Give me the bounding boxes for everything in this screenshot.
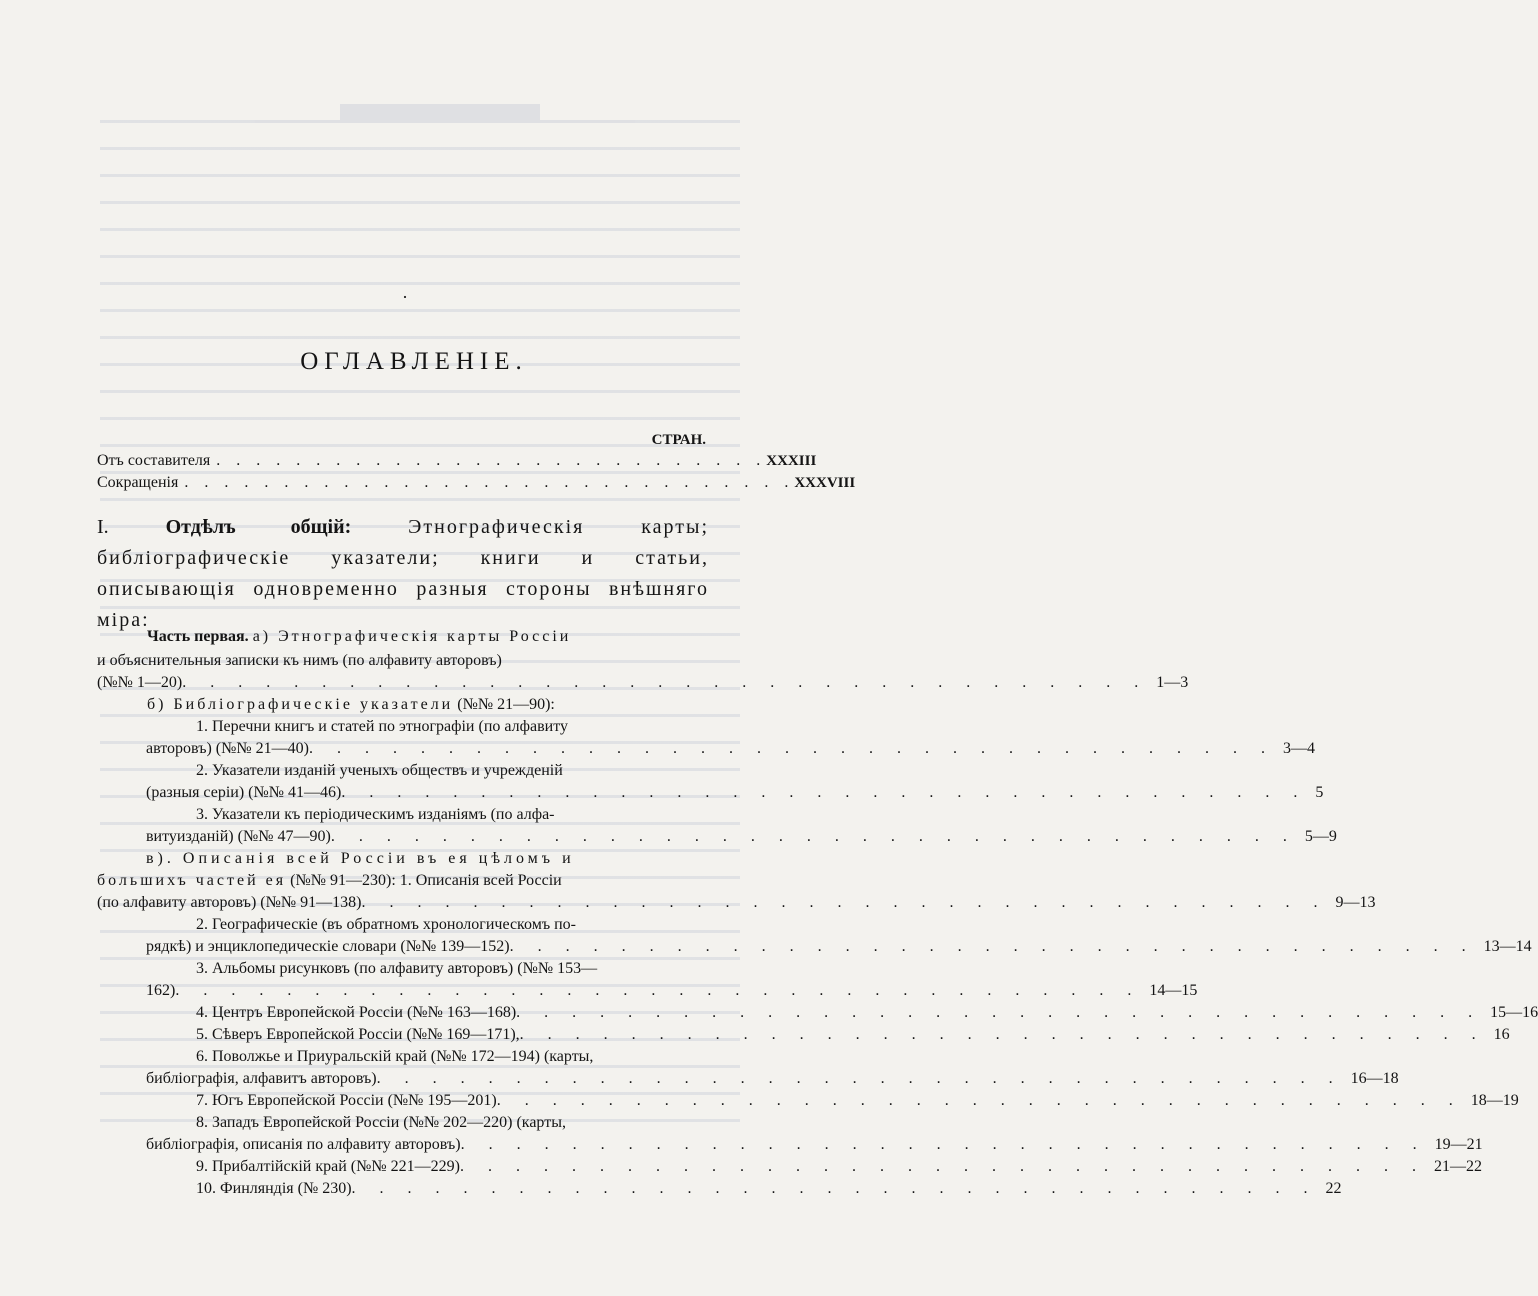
toc-entry: 9. Прибалтійскій край (№№ 221—229) . . . . . . . . . . . . . . . . . . . . . . . . . . . . . . . . . . . 21—22 <box>196 1158 1482 1175</box>
page-title: ОГЛАВЛЕНІЕ. <box>300 348 528 375</box>
toc-leader: . . . . . . . . . . . . . . . . . . . . . . . . . . . . <box>216 452 767 469</box>
part-label: Часть первая. <box>147 628 249 645</box>
toc-entry: (разныя серіи) (№№ 41—46) . . . . . . . . . . . . . . . . . . . . . . . . . . . . . . . . . . . 5 <box>146 784 1324 801</box>
toc-line: 2. Географическіе (въ обратномъ хронологическомъ по- <box>196 916 576 933</box>
section-description: Этнографическія карты; библіографическіе указатели; книги и статьи, описывающія одновременно разныя стороны внѣшняго міра: <box>97 516 710 631</box>
toc-entry-title: Отъ составителя <box>97 452 211 469</box>
toc-line: б) Библіографическіе указатели (№№ 21—90): <box>147 696 555 713</box>
toc-line: 3. Указатели къ періодическимъ изданіямъ (по алфа- <box>196 806 555 823</box>
bleed-through-header <box>340 104 540 122</box>
toc-entry: библіографія, описанія по алфавиту авторовъ) . . . . . . . . . . . . . . . . . . . . . . . . . . . . . . . . . . . 19—21 <box>146 1136 1483 1153</box>
toc-line: 1. Перечни книгъ и статей по этнографіи (по алфавиту <box>196 718 568 735</box>
pages-column-header: СТРАН. <box>651 432 706 448</box>
ornament-dot: · <box>402 287 408 307</box>
toc-entry: 5. Сѣверъ Европейской Россіи (№№ 169—171), . . . . . . . . . . . . . . . . . . . . . . . . . . . . . . . . . . . 16 <box>196 1026 1510 1043</box>
toc-entry: 7. Югъ Европейской Россіи (№№ 195—201) . . . . . . . . . . . . . . . . . . . . . . . . . . . . . . . . . . . 18—19 <box>196 1092 1519 1109</box>
toc-page-number: XXXIII <box>766 453 817 469</box>
toc-line: 8. Западъ Европейской Россіи (№№ 202—220) (карты, <box>196 1114 566 1131</box>
toc-entry: 10. Финляндія (№ 230) . . . . . . . . . . . . . . . . . . . . . . . . . . . . . . . . . . . 22 <box>196 1180 1342 1197</box>
toc-entry: витуизданій) (№№ 47—90) . . . . . . . . . . . . . . . . . . . . . . . . . . . . . . . . . . . 5—9 <box>146 828 1337 845</box>
toc-entry: библіографія, алфавитъ авторовъ) . . . . . . . . . . . . . . . . . . . . . . . . . . . . . . . . . . . 16—18 <box>146 1070 1399 1087</box>
toc-entry-title: Сокращенія <box>97 474 179 491</box>
toc-entry-maps: (№№ 1—20) . . . . . . . . . . . . . . . . . . . . . . . . . . . . . . . . . . . 1—3 <box>97 674 1189 691</box>
toc-entry: авторовъ) (№№ 21—40) . . . . . . . . . . . . . . . . . . . . . . . . . . . . . . . . . . . 3—4 <box>146 740 1315 757</box>
toc-entry: 4. Центръ Европейской Россіи (№№ 163—168) . . . . . . . . . . . . . . . . . . . . . . . . . . . . . . . . . . . 15—16 <box>196 1004 1538 1021</box>
toc-line: Часть первая. а) Этнографическія карты Россіи <box>147 628 572 645</box>
toc-line: 2. Указатели изданій ученыхъ обществъ и учрежденій <box>196 762 563 779</box>
toc-line: 6. Поволжье и Приуральскій край (№№ 172—194) (карты, <box>196 1048 594 1065</box>
toc-entry-preface <box>97 452 817 470</box>
toc-line: в). Описанія всей Россіи въ ея цѣломъ и <box>146 850 575 867</box>
toc-line: 3. Альбомы рисунковъ (по алфавиту авторовъ) (№№ 153— <box>196 960 598 977</box>
toc-entry-abbreviations <box>97 474 856 492</box>
toc-entry: 162) . . . . . . . . . . . . . . . . . . . . . . . . . . . . . . . . . . . 14—15 <box>146 982 1198 999</box>
toc-leader: . . . . . . . . . . . . . . . . . . . . . . . . . . . . . . . <box>184 474 795 491</box>
section-heading <box>97 512 709 636</box>
toc-entry: рядкѣ) и энциклопедическіе словари (№№ 139—152) . . . . . . . . . . . . . . . . . . . . . . . . . . . . . . . . . . . 13—14 <box>146 938 1532 955</box>
toc-line: и объяснительныя записки къ нимъ (по алфавиту авторовъ) <box>97 652 502 669</box>
section-number: I. <box>97 516 109 538</box>
section-name: Отдѣлъ общій: <box>165 516 352 538</box>
toc-line: большихъ частей ея (№№ 91—230): 1. Описанія всей Россіи <box>97 872 562 889</box>
toc-page-number: XXXVIII <box>794 475 856 491</box>
toc-entry: (по алфавиту авторовъ) (№№ 91—138) . . . . . . . . . . . . . . . . . . . . . . . . . . . . . . . . . . . 9—13 <box>97 894 1376 911</box>
